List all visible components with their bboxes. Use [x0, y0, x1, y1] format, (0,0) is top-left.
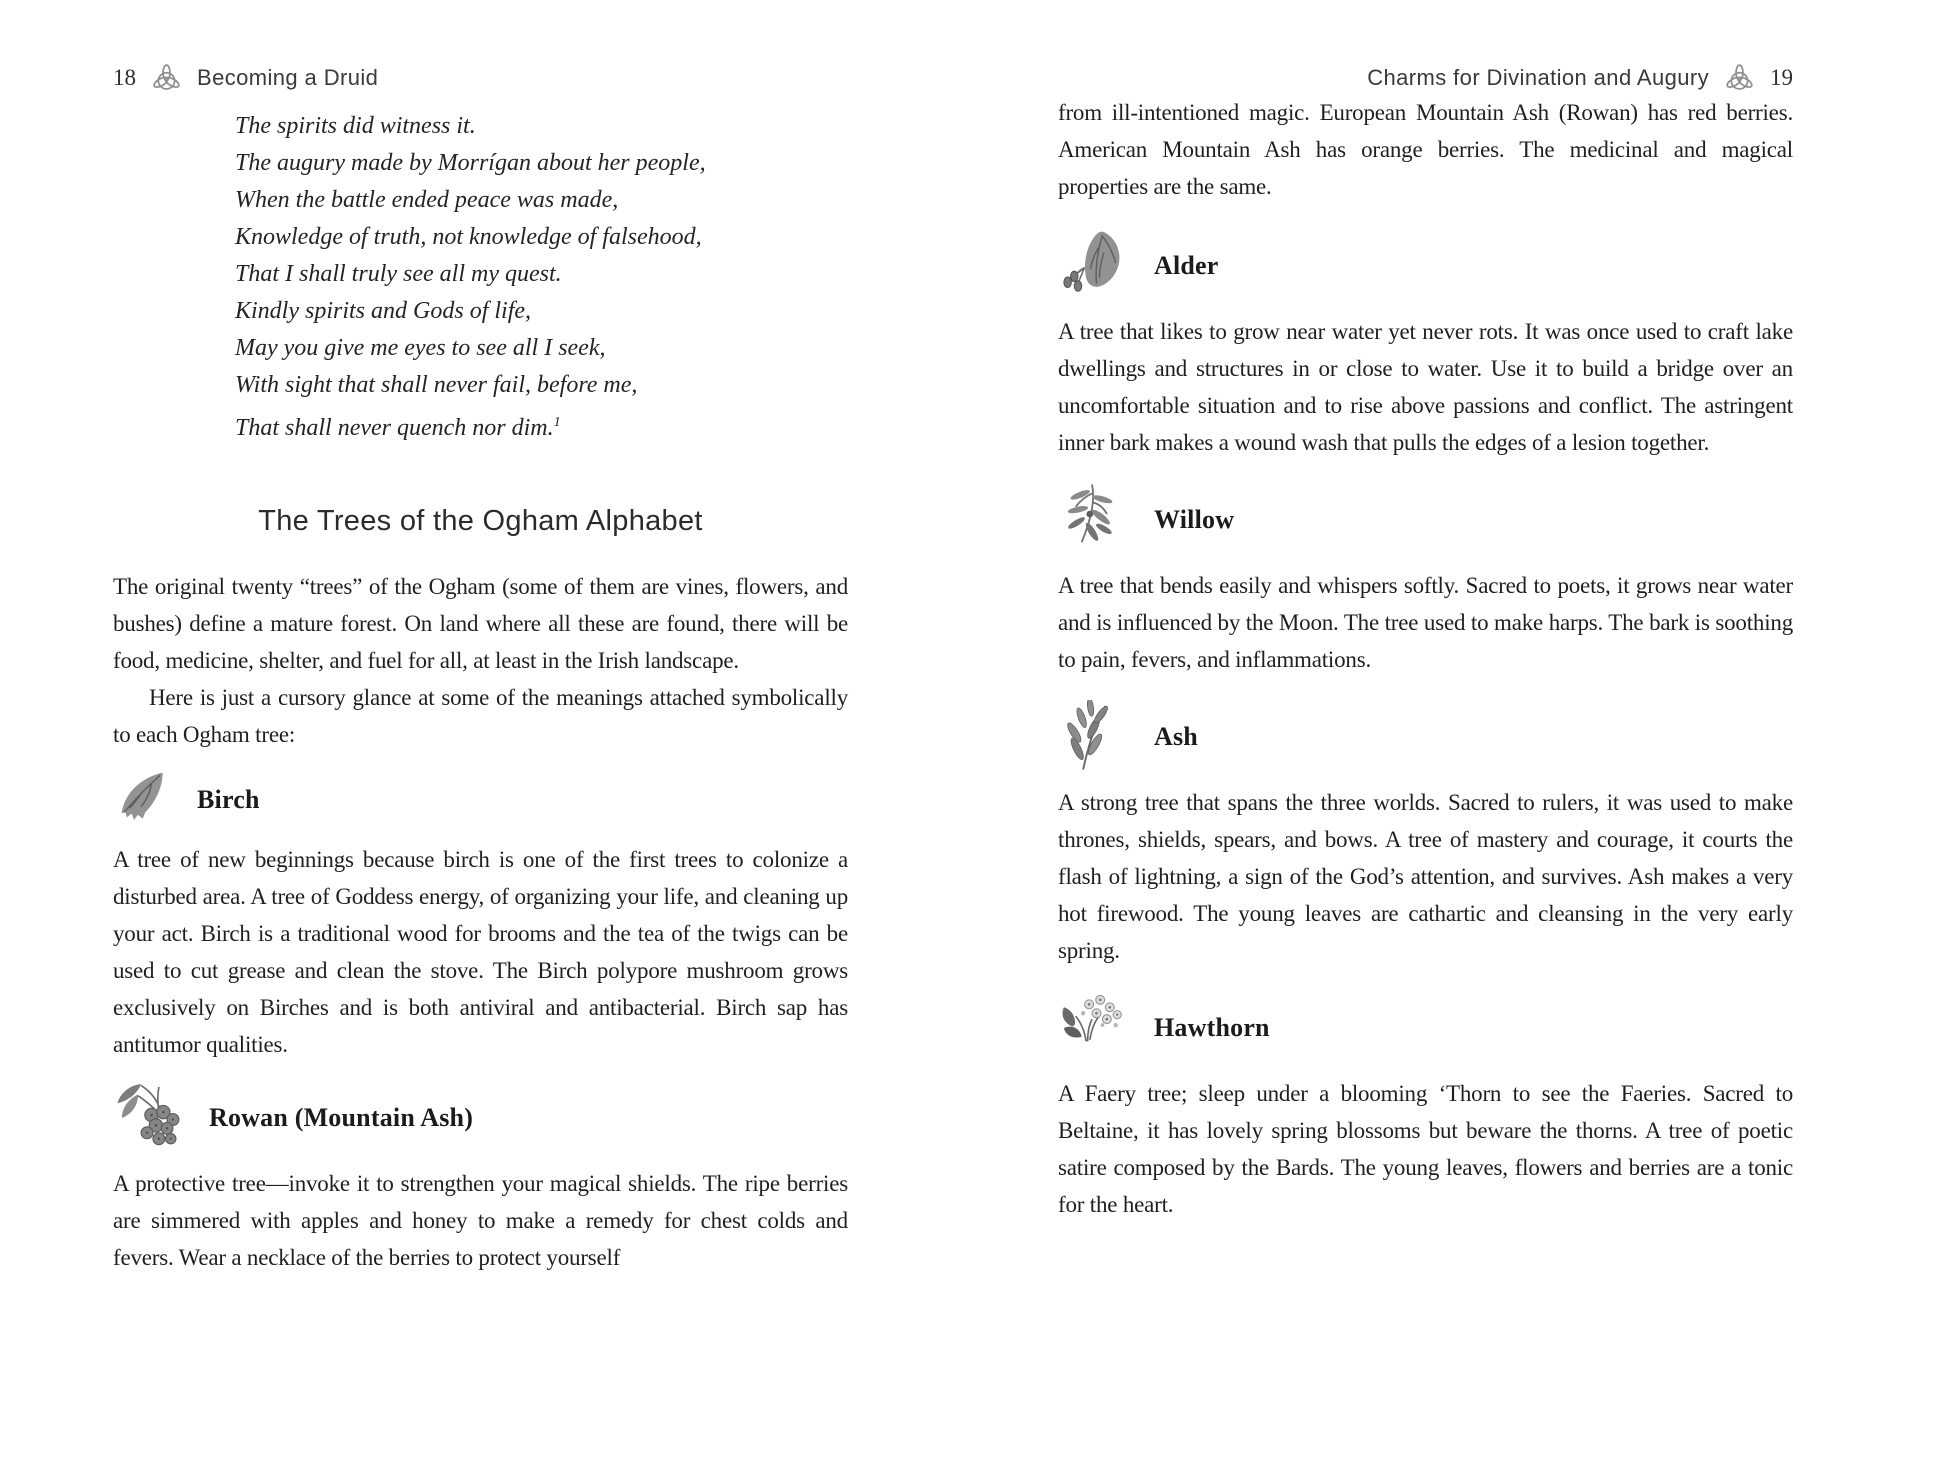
- section-heading: The Trees of the Ogham Alphabet: [258, 505, 703, 537]
- poem-line: The spirits did witness it.: [235, 113, 476, 139]
- page-number: 18: [113, 65, 136, 90]
- left-page: [113, 0, 848, 1276]
- alder-leaf-icon: [1058, 229, 1132, 303]
- continuation-paragraph: from ill-intentioned magic. European Mountain Ash (Rowan) has red berries. American Mountain Ash has orange berries. The medicinal and magical properties are the same.: [1058, 100, 1793, 199]
- tree-entry-name: Ash: [1154, 722, 1198, 751]
- tree-entry-willow: [1058, 483, 1793, 678]
- hawthorn-blossom-icon: [1058, 991, 1132, 1065]
- poem-line: When the battle ended peace was made,: [235, 187, 619, 213]
- tree-entry-name: Alder: [1154, 251, 1219, 280]
- tree-entry-ash: [1058, 700, 1793, 969]
- tree-entry-description: A tree that bends easily and whispers softly. Sacred to poets, it grows near water and is influenced by the Moon. The tree used to make harps. The bark is soothing to pain, fevers, and inflammations.: [1058, 573, 1793, 672]
- tree-entry-alder: [1058, 229, 1793, 461]
- tree-entry-birch: [113, 769, 848, 1063]
- tree-entry-description: A strong tree that spans the three worlds. Sacred to rulers, it was used to make thrones, shields, spears, and bows. A tree of mastery and courage, it courts the flash of lightning, a sign of the God’s attention, and survives. Ash makes a very hot firewood. The young leaves are cathartic and cleansing in the very early spring.: [1058, 790, 1793, 963]
- poem-line: The augury made by Morrígan about her people,: [235, 150, 706, 176]
- running-header-title: Becoming a Druid: [197, 65, 379, 90]
- birch-leaf-icon: [113, 769, 175, 831]
- right-page: [1058, 0, 1793, 1223]
- entry-head: [1058, 483, 1793, 557]
- entry-head: [1058, 229, 1793, 303]
- tree-entry-description: A tree of new beginnings because birch is one of the first trees to colonize a disturbed area. A tree of Goddess energy, of organizing your life, and cleaning up your act. Birch is a traditional wood for brooms and the tea of the twigs can be used to cut grease and clean the stove. The Birch polypore mushroom grows exclusively on Birches and is both antiviral and antibacterial. Birch sap has antitumor qualities.: [113, 847, 848, 1057]
- tree-entry-hawthorn: [1058, 991, 1793, 1223]
- tree-entry-description: A protective tree—invoke it to strengthen your magical shields. The ripe berries are simmered with apples and honey to make a remedy for chest colds and fevers. Wear a necklace of the berries to protect yourself: [113, 1171, 848, 1270]
- poem-line: Knowledge of truth, not knowledge of falsehood,: [235, 224, 702, 250]
- tree-entry-name: Hawthorn: [1154, 1013, 1270, 1042]
- right-running-head: [1058, 62, 1793, 94]
- poem-line-text: That shall never quench nor dim.: [235, 415, 554, 441]
- poem-line: May you give me eyes to see all I seek,: [235, 335, 606, 361]
- poem: [235, 108, 848, 447]
- willow-branch-icon: [1058, 483, 1132, 557]
- poem-line-with-footnote: [235, 404, 848, 447]
- rowan-berries-icon: [113, 1081, 187, 1155]
- tree-entry-name: Birch: [197, 785, 260, 814]
- poem-line: That I shall truly see all my quest.: [235, 261, 562, 287]
- triquetra-icon: [152, 63, 181, 94]
- tree-entry-description: A tree that likes to grow near water yet never rots. It was once used to craft lake dwellings and structures in or close to water. Use it to build a bridge over an uncomfortable situation and to rise above passions and conflict. The astringent inner bark makes a wound wash that pulls the edges of a lesion together.: [1058, 319, 1793, 455]
- intro-paragraph-2: Here is just a cursory glance at some of the meanings attached symbolically to each Ogham tree:: [113, 685, 848, 747]
- poem-line: Kindly spirits and Gods of life,: [235, 298, 532, 324]
- triquetra-icon: [1725, 63, 1754, 94]
- entry-head: [1058, 700, 1793, 774]
- page-number: 19: [1770, 65, 1793, 90]
- ash-leaves-icon: [1058, 700, 1132, 774]
- running-header-title: Charms for Divination and Augury: [1367, 65, 1709, 90]
- tree-entry-rowan: [113, 1081, 848, 1276]
- tree-entry-name: Rowan (Mountain Ash): [209, 1103, 474, 1132]
- intro-paragraph: The original twenty “trees” of the Ogham (some of them are vines, flowers, and bushes) define a mature forest. On land where all these are found, there will be food, medicine, shelter, and fuel for all, at least in the Irish landscape.: [113, 574, 848, 673]
- entry-head: [113, 769, 848, 831]
- entry-head: [1058, 991, 1793, 1065]
- left-running-head: [113, 62, 848, 94]
- footnote-marker: 1: [553, 415, 561, 430]
- tree-entry-name: Willow: [1154, 505, 1235, 534]
- poem-line: With sight that shall never fail, before me,: [235, 372, 638, 398]
- entry-head: [113, 1081, 848, 1155]
- tree-entry-description: A Faery tree; sleep under a blooming ‘Thorn to see the Faeries. Sacred to Beltaine, it has lovely spring blossoms but beware the thorns. A tree of poetic satire composed by the Bards. The young leaves, flowers and berries are a tonic for the heart.: [1058, 1081, 1793, 1217]
